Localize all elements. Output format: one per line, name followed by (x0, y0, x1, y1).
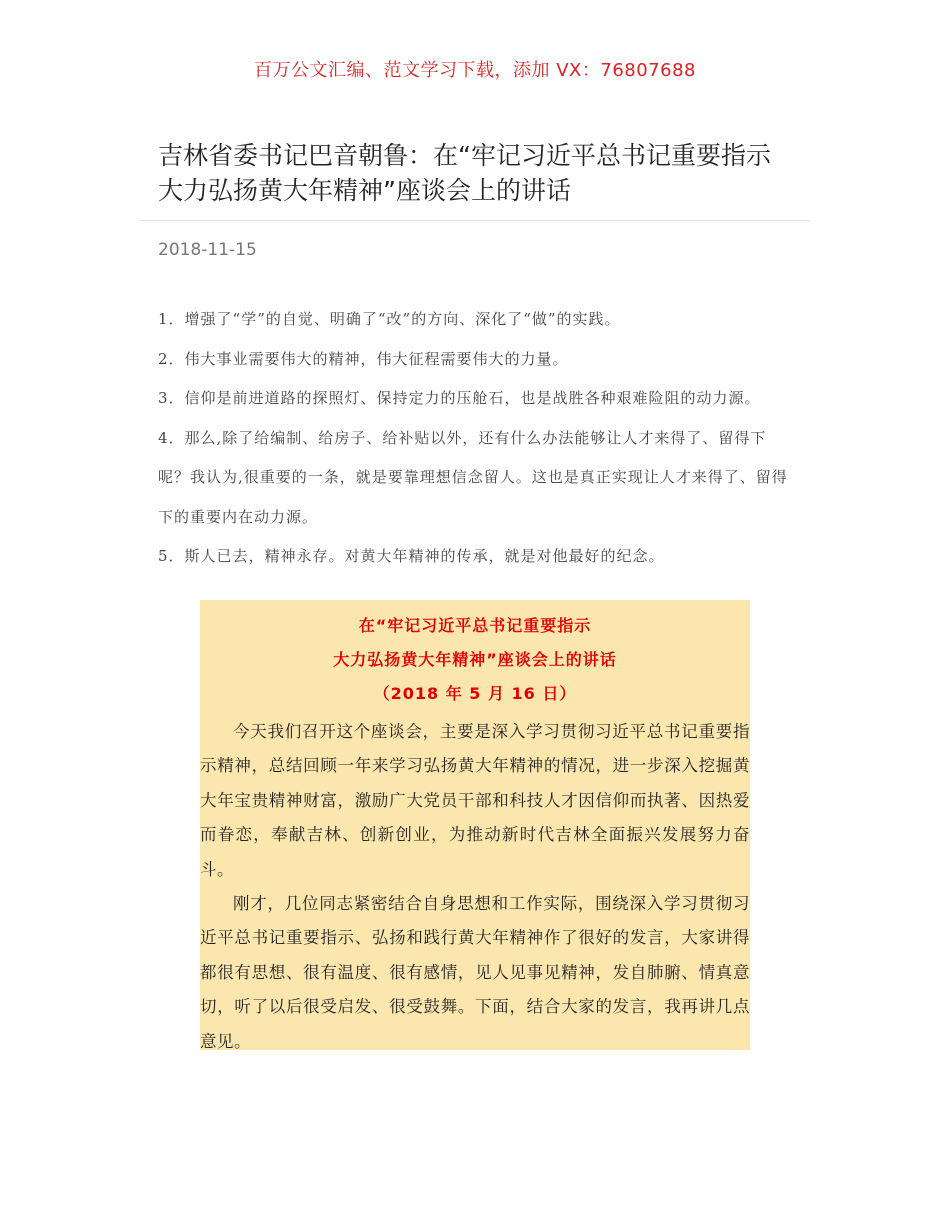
key-point: 3．信仰是前进道路的探照灯、保持定力的压舱石，也是战胜各种艰难险阻的动力源。 (158, 389, 761, 407)
key-point: 2．伟大事业需要伟大的精神，伟大征程需要伟大的力量。 (158, 349, 569, 368)
key-point: 1．增强了“学”的自觉、明确了“改”的方向、深化了“做”的实践。 (158, 310, 621, 328)
key-point: 4．那么,除了给编制、给房子、给补贴以外，还有什么办法能够让人才来得了、留得下呢？我认为,很重要的一条，就是要靠理想信念留人。这也是真正实现让人才来得了、留得下的重要内在动力源。 (158, 428, 788, 526)
speech-heading-line1: 在“牢记习近平总书记重要指示 (358, 616, 592, 635)
speech-heading-line2: 大力弘扬黄大年精神”座谈会上的讲话 (333, 650, 617, 669)
speech-paragraph: 刚才，几位同志紧密结合自身思想和工作实际，围绕深入学习贯彻习近平总书记重要指示、弘扬和践行黄大年精神作了很好的发言，大家讲得都很有思想、很有温度、很有感情，见人见事见精神，发自肺腑、情真意切，听了以后很受启发、很受鼓舞。下面，结合大家的发言，我再讲几点意见。 (200, 894, 750, 1051)
key-points-list (158, 300, 798, 577)
title-divider (140, 220, 810, 221)
speech-paragraph: 今天我们召开这个座谈会，主要是深入学习贯彻习近平总书记重要指示精神，总结回顾一年来学习弘扬黄大年精神的情况，进一步深入挖掘黄大年宝贵精神财富，激励广大党员干部和科技人才因信仰而执著、因热爱而眷恋，奉献吉林、创新创业，为推动新时代吉林全面振兴发展努力奋斗。 (200, 722, 750, 879)
key-point: 5．斯人已去，精神永存。对黄大年精神的传承，就是对他最好的纪念。 (158, 547, 665, 565)
speech-excerpt-box (200, 600, 750, 1050)
article-date: 2018-11-15 (158, 240, 257, 260)
article-title: 吉林省委书记巴音朝鲁：在“牢记习近平总书记重要指示 大力弘扬黄大年精神”座谈会上的讲话 (158, 141, 771, 205)
promo-banner: 百万公文汇编、范文学习下载，添加 VX：76807688 (254, 60, 696, 81)
speech-date: （2018 年 5 月 16 日） (373, 684, 577, 703)
